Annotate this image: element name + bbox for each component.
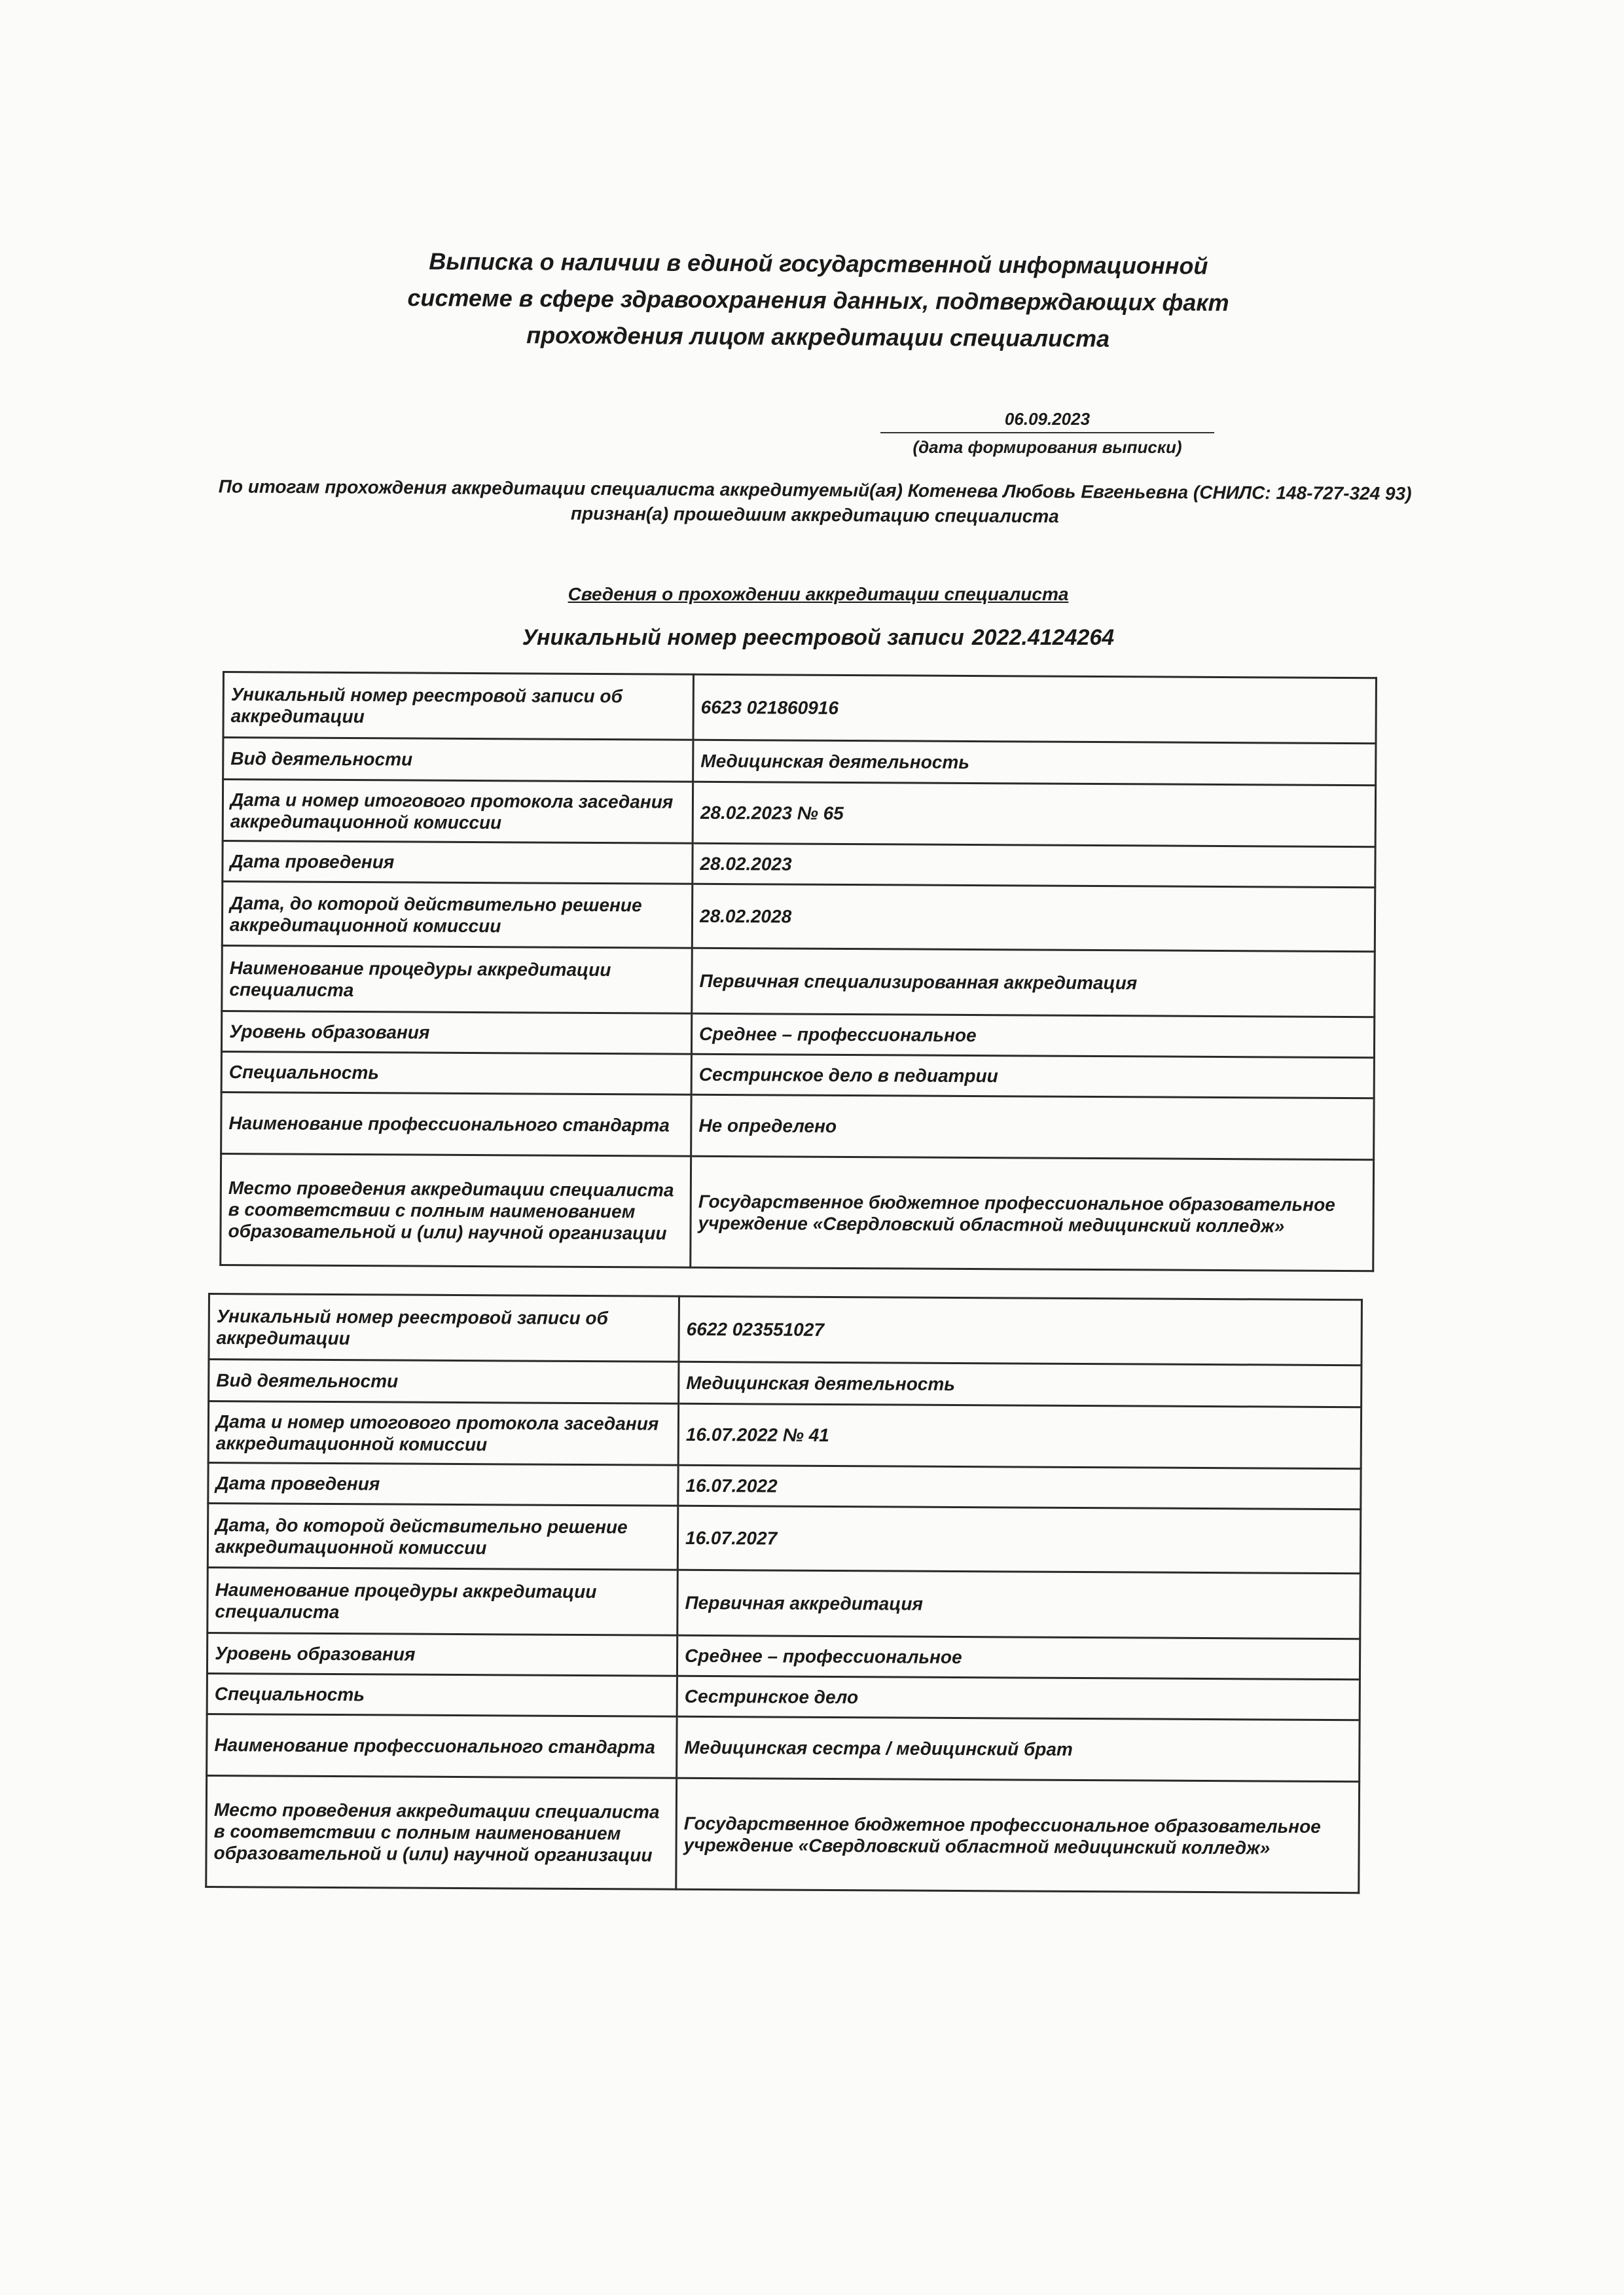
row-label: Уровень образования: [207, 1633, 677, 1676]
formation-date-caption: (дата формирования выписки): [912, 437, 1182, 457]
row-label: Дата проведения: [208, 1463, 678, 1506]
row-label: Место проведения аккредитации специалиста в соответствии с полным наименованием образовательной и (или) научной организации: [206, 1775, 677, 1889]
intro-paragraph: По итогам прохождения аккредитации специалиста аккредитуемый(ая) Котенева Любовь Евгеньевна (СНИЛС: 148-727-324 93) признан(а) прошедшим аккредитацию специалиста: [218, 476, 1412, 527]
row-value: 28.02.2023: [693, 843, 1375, 887]
document-title-line: системе в сфере здравоохранения данных, подтверждающих факт: [407, 284, 1229, 316]
table-row: [221, 1092, 1374, 1159]
formation-date-block: [880, 409, 1214, 458]
row-label: Дата проведения: [223, 841, 693, 884]
row-value: Первичная аккредитация: [677, 1570, 1361, 1638]
row-label: Дата, до которой действительно решение аккредитационной комиссии: [222, 882, 693, 949]
table-row: [222, 946, 1375, 1017]
row-value: Не определено: [691, 1094, 1374, 1159]
row-label: Наименование процедуры аккредитации специалиста: [208, 1568, 678, 1636]
registry-record-number: 2022.4124264: [971, 625, 1115, 650]
row-value: Сестринское дело в педиатрии: [691, 1054, 1374, 1098]
row-value: 28.02.2023 № 65: [693, 782, 1375, 846]
row-label: Специальность: [221, 1051, 691, 1094]
row-label: Вид деятельности: [223, 738, 693, 782]
table-row: [221, 1153, 1374, 1271]
row-value: Медицинская деятельность: [679, 1362, 1362, 1407]
table-row: [223, 841, 1375, 888]
table-row: [207, 1633, 1360, 1680]
row-label: Специальность: [207, 1674, 677, 1717]
document-title: [327, 242, 1310, 358]
table-row: [222, 882, 1375, 952]
row-value: 6623 021860916: [693, 674, 1377, 743]
row-value: Среднее – профессиональное: [677, 1635, 1360, 1679]
table-row: [208, 1401, 1361, 1469]
row-value: Медицинская деятельность: [693, 740, 1376, 785]
row-label: Наименование процедуры аккредитации специалиста: [222, 946, 693, 1014]
table-row: [209, 1360, 1362, 1407]
table-row: [223, 672, 1376, 744]
row-value: 16.07.2022: [678, 1465, 1361, 1509]
row-value: 16.07.2027: [677, 1506, 1360, 1573]
table-row: [223, 780, 1375, 847]
document-title-line: Выписка о наличии в единой государственной информационной: [429, 247, 1208, 280]
row-label: Дата и номер итогового протокола заседания аккредитационной комиссии: [223, 780, 693, 844]
row-label: Уникальный номер реестровой записи об аккредитации: [209, 1294, 679, 1362]
table-row: [208, 1463, 1361, 1509]
row-value: Среднее – профессиональное: [691, 1013, 1374, 1057]
registry-record-label: Уникальный номер реестровой записи: [522, 625, 964, 650]
row-value: 28.02.2028: [692, 884, 1375, 951]
row-label: Дата, до которой действительно решение аккредитационной комиссии: [208, 1504, 678, 1570]
table-row: [209, 1294, 1362, 1365]
row-label: Уровень образования: [221, 1011, 691, 1055]
row-value: Медицинская сестра / медицинский брат: [677, 1716, 1360, 1781]
table-row: [207, 1674, 1360, 1720]
row-label: Уникальный номер реестровой записи об аккредитации: [223, 672, 694, 740]
row-label: Дата и номер итогового протокола заседания аккредитационной комиссии: [208, 1401, 678, 1466]
row-value: 6622 023551027: [679, 1296, 1362, 1365]
row-label: Наименование профессионального стандарта: [207, 1714, 677, 1778]
row-label: Место проведения аккредитации специалиста в соответствии с полным наименованием образовательной и (или) научной организации: [221, 1153, 691, 1267]
row-label: Вид деятельности: [209, 1360, 679, 1404]
table-row: [207, 1714, 1360, 1781]
table-row: [208, 1568, 1360, 1639]
section-heading: Сведения о прохождении аккредитации специалиста: [568, 584, 1069, 604]
registry-record-title: [367, 625, 1270, 651]
row-value: 16.07.2022 № 41: [678, 1403, 1361, 1468]
formation-date: 06.09.2023: [880, 409, 1214, 433]
document-title-line: прохождения лицом аккредитации специалиста: [526, 321, 1110, 352]
row-value: Первичная специализированная аккредитация: [692, 948, 1375, 1017]
row-value: Сестринское дело: [677, 1676, 1360, 1720]
table-row: [208, 1504, 1360, 1574]
accreditation-table: [205, 1293, 1363, 1894]
row-value: Государственное бюджетное профессиональное образовательное учреждение «Свердловский областной медицинский колледж»: [676, 1778, 1360, 1892]
table-row: [206, 1775, 1360, 1892]
table-row: [221, 1011, 1374, 1058]
row-value: Государственное бюджетное профессиональное образовательное учреждение «Свердловский областной медицинский колледж»: [691, 1156, 1374, 1271]
table-row: [221, 1051, 1374, 1098]
accreditation-table: [219, 671, 1377, 1272]
row-label: Наименование профессионального стандарта: [221, 1092, 691, 1156]
table-row: [223, 738, 1376, 786]
